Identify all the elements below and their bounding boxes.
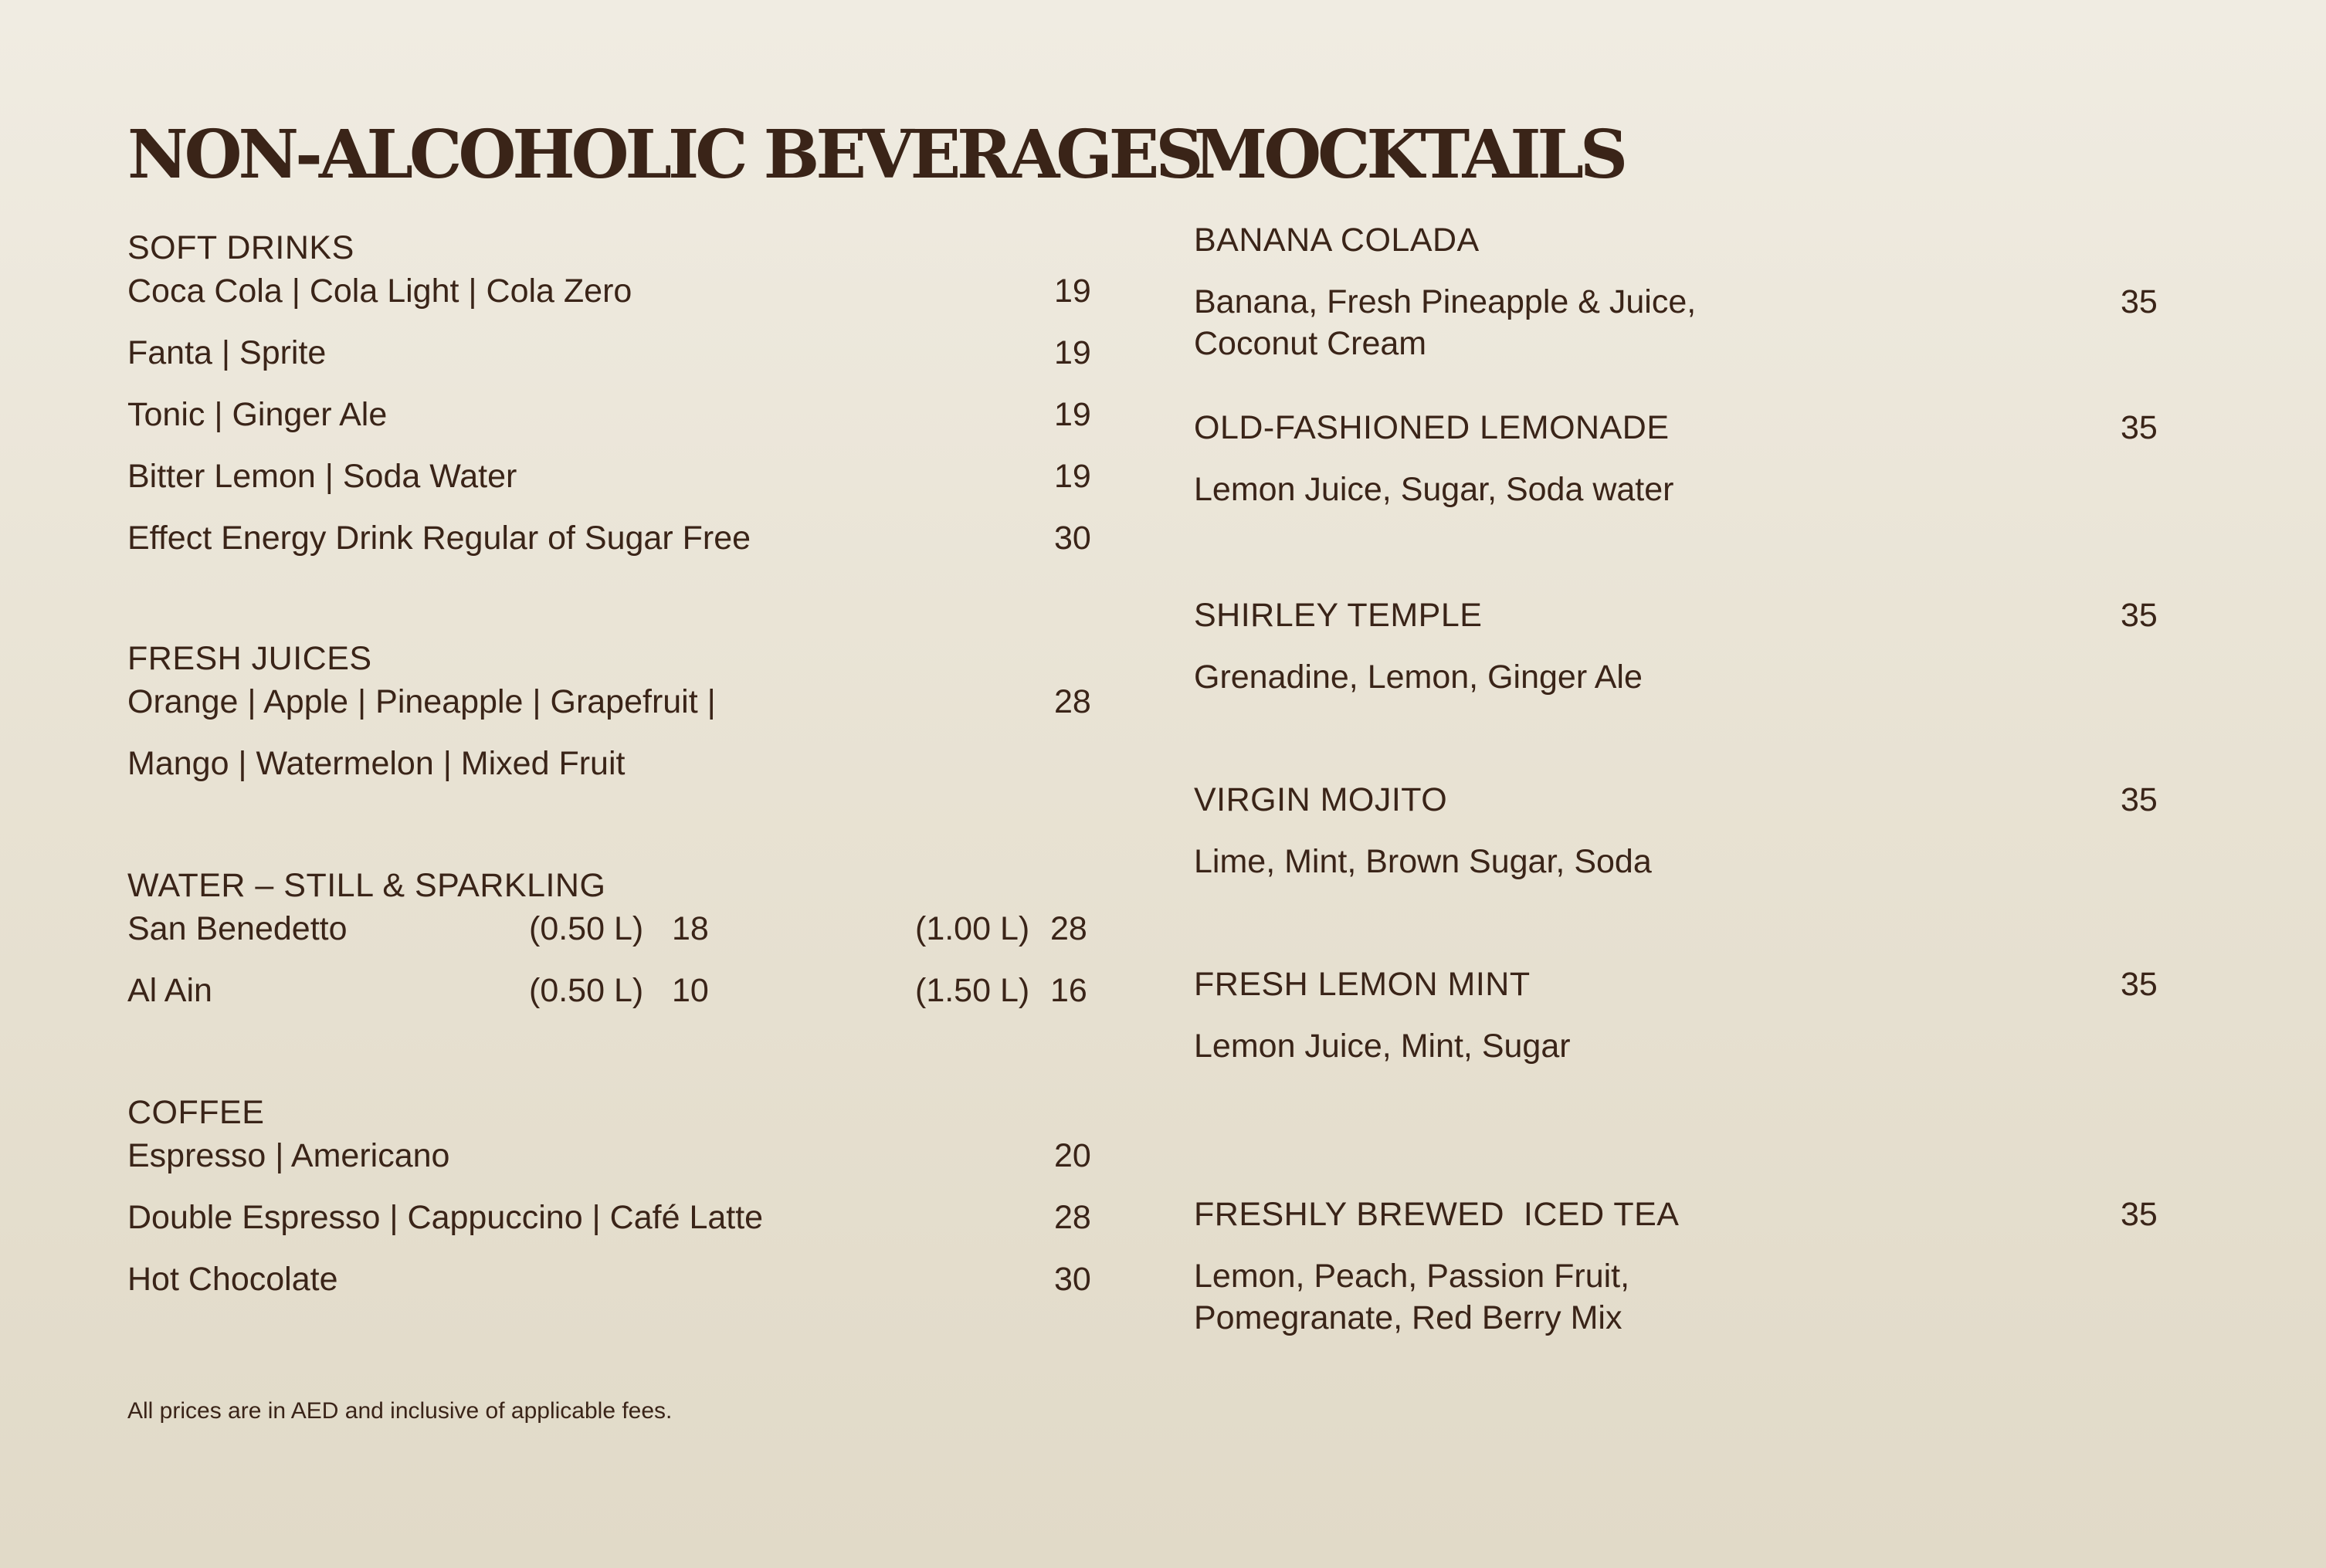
- mocktail-description: Lemon Juice, Mint, Sugar: [1194, 1028, 1571, 1065]
- soft-drink-price: 19: [1054, 458, 1091, 495]
- fresh-juices-line-1: Orange | Apple | Pineapple | Grapefruit |: [127, 683, 716, 720]
- fresh-juices-price: 28: [1054, 683, 1091, 720]
- water-item-name: Al Ain: [127, 972, 212, 1009]
- water-small-price: 18: [672, 910, 709, 947]
- fresh-juices-title: FRESH JUICES: [127, 640, 372, 677]
- fresh-juices-line-2: Mango | Watermelon | Mixed Fruit: [127, 745, 626, 782]
- price-footnote: All prices are in AED and inclusive of applicable fees.: [127, 1398, 673, 1424]
- mocktail-description: Lemon, Peach, Passion Fruit,: [1194, 1258, 1630, 1295]
- mocktail-price: 35: [2121, 283, 2158, 320]
- coffee-price: 30: [1054, 1261, 1091, 1298]
- soft-drink-price: 19: [1054, 334, 1091, 371]
- coffee-item: Hot Chocolate: [127, 1261, 338, 1298]
- soft-drink-item: Coca Cola | Cola Light | Cola Zero: [127, 273, 632, 310]
- mocktail-description: Banana, Fresh Pineapple & Juice,: [1194, 283, 1697, 320]
- mocktail-title: VIRGIN MOJITO: [1194, 781, 1448, 818]
- mocktail-title: FRESHLY BREWED ICED TEA: [1194, 1196, 1680, 1233]
- mocktail-price: 35: [2121, 966, 2158, 1003]
- water-large-price: 28: [1050, 910, 1087, 947]
- water-large-price: 16: [1050, 972, 1087, 1009]
- coffee-price: 20: [1054, 1137, 1091, 1174]
- water-item-name: San Benedetto: [127, 910, 348, 947]
- mocktail-description: Lemon Juice, Sugar, Soda water: [1194, 471, 1674, 508]
- mocktails-heading: MOCKTAILS: [1194, 116, 1625, 194]
- water-small-size: (0.50 L): [529, 972, 644, 1009]
- mocktail-price: 35: [2121, 781, 2158, 818]
- coffee-title: COFFEE: [127, 1094, 265, 1131]
- soft-drink-price: 19: [1054, 273, 1091, 310]
- coffee-price: 28: [1054, 1199, 1091, 1236]
- mocktail-title: SHIRLEY TEMPLE: [1194, 597, 1483, 634]
- mocktail-price: 35: [2121, 1196, 2158, 1233]
- water-title: WATER – STILL & SPARKLING: [127, 867, 606, 904]
- water-small-price: 10: [672, 972, 709, 1009]
- mocktail-description: Lime, Mint, Brown Sugar, Soda: [1194, 843, 1652, 880]
- coffee-item: Double Espresso | Cappuccino | Café Latte: [127, 1199, 764, 1236]
- coffee-item: Espresso | Americano: [127, 1137, 450, 1174]
- non-alcoholic-heading: NON-ALCOHOLIC BEVERAGES: [127, 116, 1200, 194]
- mocktail-title: FRESH LEMON MINT: [1194, 966, 1531, 1003]
- soft-drink-item: Fanta | Sprite: [127, 334, 327, 371]
- soft-drinks-title: SOFT DRINKS: [127, 229, 354, 266]
- soft-drink-item: Bitter Lemon | Soda Water: [127, 458, 517, 495]
- soft-drink-item: Tonic | Ginger Ale: [127, 396, 388, 433]
- mocktail-description: Grenadine, Lemon, Ginger Ale: [1194, 659, 1643, 696]
- soft-drink-price: 19: [1054, 396, 1091, 433]
- mocktail-description: Pomegranate, Red Berry Mix: [1194, 1299, 1622, 1336]
- water-large-size: (1.00 L): [915, 910, 1030, 947]
- soft-drink-price: 30: [1054, 520, 1091, 557]
- water-large-size: (1.50 L): [915, 972, 1030, 1009]
- mocktail-description: Coconut Cream: [1194, 325, 1427, 362]
- water-small-size: (0.50 L): [529, 910, 644, 947]
- soft-drink-item: Effect Energy Drink Regular of Sugar Free: [127, 520, 751, 557]
- mocktail-title: OLD-FASHIONED LEMONADE: [1194, 409, 1670, 446]
- mocktail-title: BANANA COLADA: [1194, 222, 1480, 259]
- mocktail-price: 35: [2121, 597, 2158, 634]
- mocktail-price: 35: [2121, 409, 2158, 446]
